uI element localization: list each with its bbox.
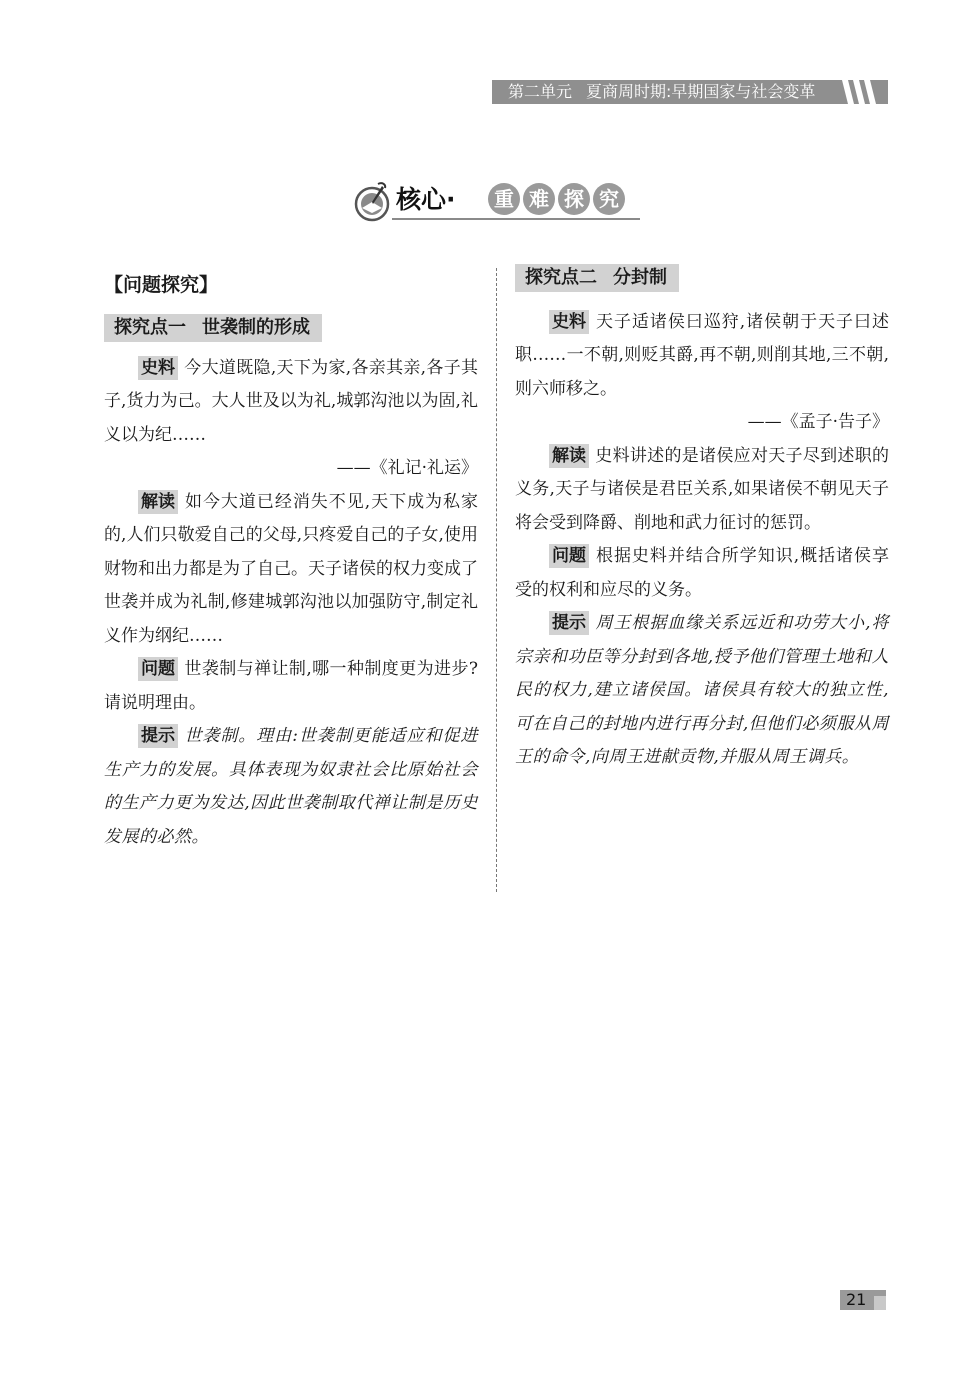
material-tag: 史料 [138,356,178,380]
banner-circle-group [488,183,625,215]
interpretation-tag: 解读 [138,490,178,514]
explore-point-name: 世袭制的形成 [202,317,310,338]
material-source: ——《孟子·告子》 [747,412,889,432]
header-unit: 第二单元 [508,82,573,101]
interpretation-tag: 解读 [549,444,589,468]
hint-text: 周王根据血缘关系远近和功劳大小,将宗亲和功臣等分封到各地,授予他们管理土地和人民的权力,建立诸侯国。诸侯具有较大的独立性,可在自己的封地内进行再分封,但他们必须服从周王的命令,向周王进献贡物,并服从周王调兵。 [515,613,889,767]
header-stripes-decoration [842,80,882,104]
hint-paragraph [104,720,478,854]
page-number: 21 [846,1290,867,1309]
banner-circle-char: 重 [488,183,520,215]
running-header [492,80,888,104]
page-number-box [840,1290,886,1310]
hint-paragraph [515,607,889,775]
material-tag: 史料 [549,310,589,334]
question-text: 根据史料并结合所学知识,概括诸侯享受的权利和应尽的义务。 [515,546,889,600]
column-divider [496,268,497,892]
material-text: 天子适诸侯曰巡狩,诸侯朝于天子曰述职……一不朝,则贬其爵,再不朝,则削其地,三不朝,则六师移之。 [515,311,889,399]
interpretation-paragraph [515,440,889,541]
banner-core-text: 核心· [396,185,456,214]
explore-point-heading [515,264,679,292]
material-source: ——《礼记·礼运》 [336,458,478,478]
interpretation-text: 史料讲述的是诸侯应对天子尽到述职的义务,天子与诸侯是君臣关系,如果诸侯不朝见天子将会受到降爵、削地和武力征讨的惩罚。 [515,445,889,533]
section-banner [352,180,652,228]
question-tag: 问题 [549,544,589,568]
banner-circle-char: 探 [558,183,590,215]
material-text: 今大道既隐,天下为家,各亲其亲,各子其子,货力为己。大人世及以为礼,城郭沟池以为固,礼义以为纪…… [104,357,478,445]
explore-point-heading [104,314,322,342]
banner-circle-char: 究 [593,183,625,215]
banner-circle-char: 难 [523,183,555,215]
page-number-notch [874,1296,886,1310]
banner-underline [392,218,640,220]
question-paragraph [104,653,478,720]
explore-point-label: 探究点一 [114,317,186,338]
explore-point-label: 探究点二 [525,267,597,288]
interpretation-paragraph [104,486,478,654]
question-tag: 问题 [138,657,178,681]
hint-tag: 提示 [549,611,589,635]
quill-book-icon [352,180,392,222]
hint-text: 世袭制。理由:世袭制更能适应和促进生产力的发展。具体表现为奴隶社会比原始社会的生产力更为发达,因此世袭制取代禅让制是历史发展的必然。 [104,726,478,847]
section-title: 【问题探究】 [104,274,219,296]
material-paragraph [515,306,889,407]
hint-tag: 提示 [138,724,178,748]
question-paragraph [515,540,889,607]
left-column [104,268,478,854]
explore-point-name: 分封制 [613,267,667,288]
header-chapter: 夏商周时期:早期国家与社会变革 [586,82,816,101]
interpretation-text: 如今大道已经消失不见,天下成为私家的,人们只敬爱自己的父母,只疼爱自己的子女,使用财物和出力都是为了自己。天子诸侯的权力变成了世袭并成为礼制,修建城郭沟池以加强防守,制定礼义作为纲纪…… [104,491,478,646]
right-column [515,262,889,775]
material-paragraph [104,352,478,453]
question-text: 世袭制与禅让制,哪一种制度更为进步?请说明理由。 [104,659,478,713]
